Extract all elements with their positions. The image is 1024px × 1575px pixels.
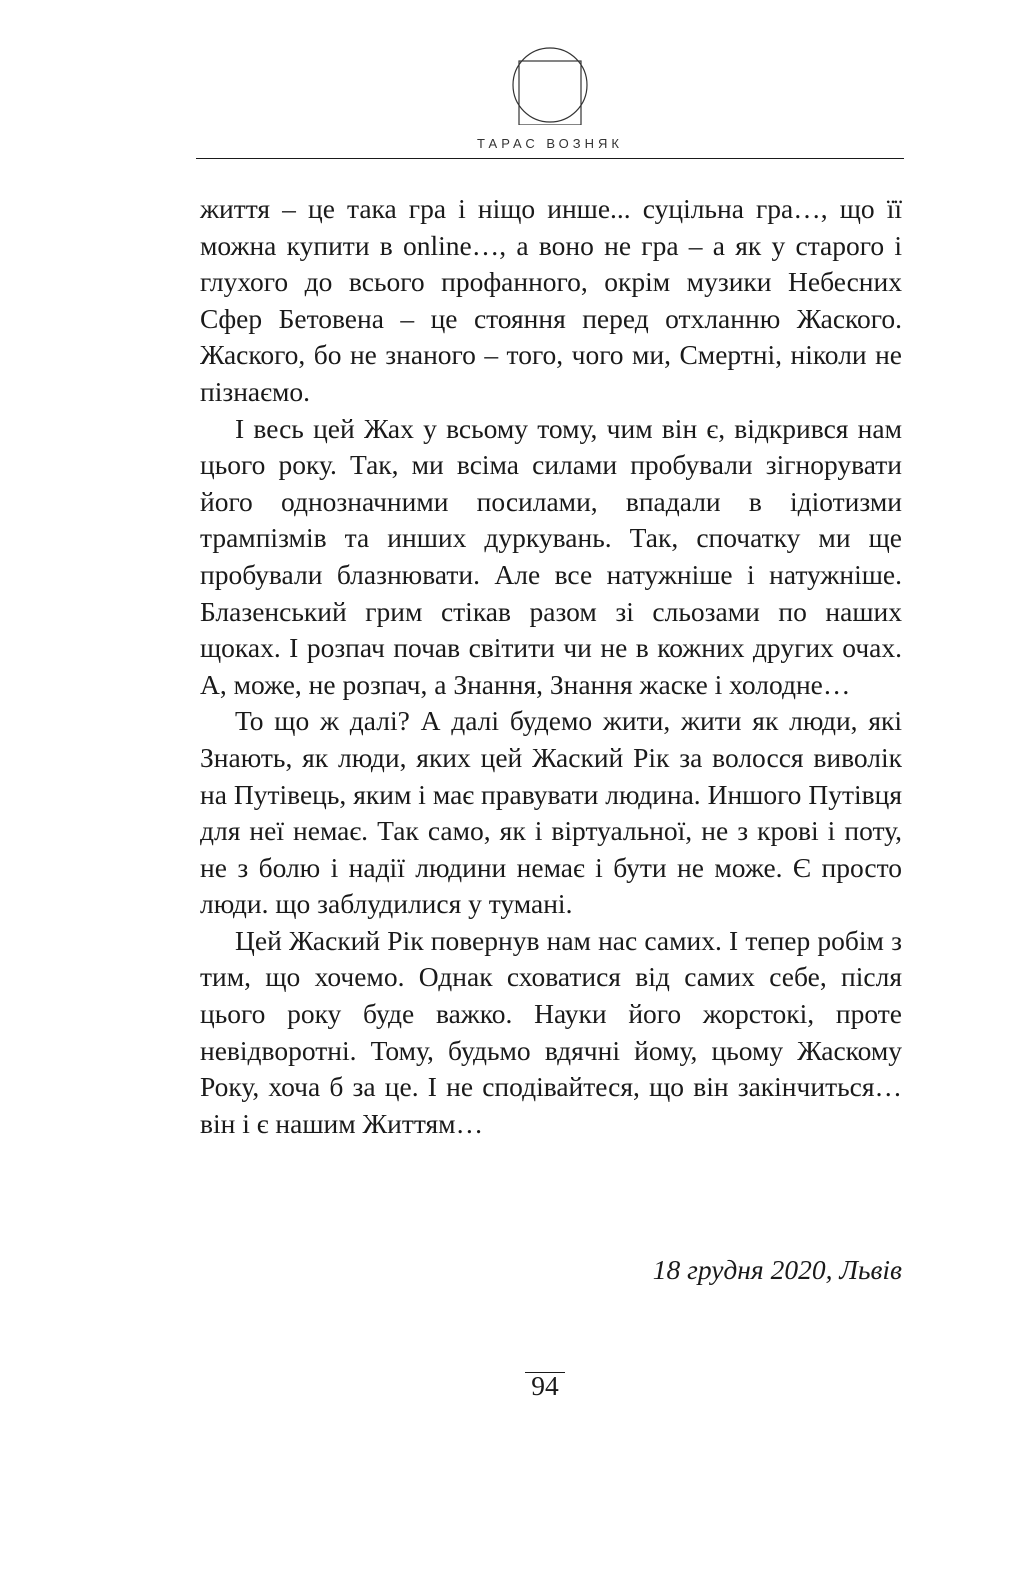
header-divider — [196, 158, 904, 159]
circle-square-emblem-icon — [510, 45, 590, 125]
page-number: 94 — [531, 1370, 559, 1401]
paragraph: І весь цей Жах у всьому тому, чим він є, відкрився нам цього року. Так, ми всіма силами пробували зігнорувати його однозначними посилами, впадали в ідіотизми трампізмів та инших дуркувань. Так, спочатку ми ще пробували блазнювати. Але все натужніше і натужніше. Блазенський грим стікав разом зі сльозами по наших щоках. І розпач почав світити чи не в кожних других очах. А, може, не розпач, а Знання, Знання жаске і холодне… — [200, 412, 902, 700]
dateline: 18 грудня 2020, Львів — [652, 1254, 902, 1285]
paragraph: життя – це така гра і ніщо инше... суцільна гра…, що її можна купити в online…, а воно не гра – а як у старого і глухого до всього профанного, окрім музики Небесних Сфер Бетовена – це стояння перед отхланню Жаского. Жаского, бо не знаного – того, чого ми, Смертні, ніколи не пізнаємо. — [200, 193, 902, 407]
main-text — [200, 191, 902, 1142]
paragraph: То що ж далі? А далі будемо жити, жити як люди, які Знають, як люди, яких цей Жаский Рік за волосся виволік на Путівець, яким і має правувати людина. Иншого Путівця для неї немає. Так само, як і віртуальної, не з крові і поту, не з болю і надії людини немає і бути не може. Є просто люди. що заблудилися у тумані. — [200, 705, 902, 920]
running-head-author: ТАРАС ВОЗНЯК — [477, 136, 623, 151]
paragraph: Цей Жаский Рік повернув нам нас самих. І тепер робім з тим, що хочемо. Однак сховатися від самих себе, після цього року буде важко. Науки його жорстокі, проте невідворотні. Тому, будьмо вдячні йому, цьому Жаскому Року, хоча б за це. І не сподівайтеся, що він закінчиться… він і є нашим Життям… — [200, 924, 902, 1139]
